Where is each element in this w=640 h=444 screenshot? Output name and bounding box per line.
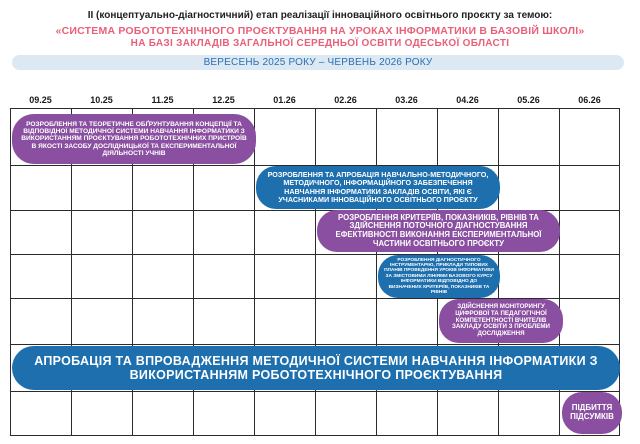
task-bar-diagnostic-tools: РОЗРОБЛЕННЯ ДІАГНОСТИЧНОГО ІНСТРУМЕНТАРІЮ, ПРИКЛАДИ ТИПОВИХ ПЛАНІВ ПРОВЕДЕННЯ УРОКІВ ІНФОРМАТИКИ ЗА ЗМІСТОВИМИ ЛІНІЯМИ БАЗОВОГО КУРСУ ІНФОРМАТИКИ ВІДПОВІДНО ДО ВИЗНАЧЕНИХ КРИТЕРІЇВ, ПОКАЗНИКІВ ТА РІВНІВ (378, 255, 500, 298)
month-label-5: 01.26 (273, 95, 296, 105)
project-subtitle: НА БАЗІ ЗАКЛАДІВ ЗАГАЛЬНОЇ СЕРЕДНЬОЇ ОСВІТИ ОДЕСЬКОЇ ОБЛАСТІ (130, 38, 510, 49)
month-label-6: 02.26 (334, 95, 357, 105)
month-label-8: 04.26 (456, 95, 479, 105)
month-label-10: 06.26 (578, 95, 601, 105)
grid-row-divider (10, 391, 620, 392)
stage-heading: ІІ (концептуально-діагностичний) етап реалізації інноваційного освітнього проєкту за темою: (87, 10, 553, 21)
month-label-2: 10.25 (90, 95, 113, 105)
month-label-7: 03.26 (395, 95, 418, 105)
month-label-9: 05.26 (517, 95, 540, 105)
task-bar-summary: ПІДБИТТЯ ПІДСУМКІВ (562, 392, 622, 434)
grid-row-divider (10, 254, 620, 255)
month-label-1: 09.25 (29, 95, 52, 105)
month-label-3: 11.25 (151, 95, 174, 105)
task-bar-criteria-diagnostics: РОЗРОБЛЕННЯ КРИТЕРІЇВ, ПОКАЗНИКІВ, РІВНІВ ТА ЗДІЙСНЕННЯ ПОТОЧНОГО ДІАГНОСТУВАННЯ ЕФЕКТИВНОСТІ ВИКОНАННЯ ЕКСПЕРИМЕНТАЛЬНОЇ ЧАСТИНИ ОСВІТНЬОГО ПРОЄКТУ (317, 210, 560, 252)
task-bar-competence-monitoring: ЗДІЙСНЕННЯ МОНІТОРИНГУ ЦИФРОВОЇ ТА ПЕДАГОГІЧНОЇ КОМПЕТЕНТНОСТІ ВЧИТЕЛІВ ЗАКЛАДУ ОСВІТИ З ПРОБЛЕМИ ДОСЛІДЖЕННЯ (439, 299, 563, 343)
project-title: «СИСТЕМА РОБОТОТЕХНІЧНОГО ПРОЄКТУВАННЯ НА УРОКАХ ІНФОРМАТИКИ В БАЗОВІЙ ШКОЛІ» (55, 25, 585, 37)
grid-row-divider (10, 344, 620, 345)
task-bar-concept-development: РОЗРОБЛЕННЯ ТА ТЕОРЕТИЧНЕ ОБҐРУНТУВАННЯ КОНЦЕПЦІЇ ТА ВІДПОВІДНОЇ МЕТОДИЧНОЇ СИСТЕМИ НАВЧАННЯ ІНФОРМАТИКИ З ВИКОРИСТАННЯМ ПРОЄКТУВАННЯ РОБОТОТЕХНІЧНИХ ПРИСТРОЇВ В ЯКОСТІ ЗАСОБУ ДОСЛІДНИЦЬКОЇ ТА ЕКСПЕРИМЕНТАЛЬНОЇ ДІЯЛЬНОСТІ УЧНІВ (12, 114, 256, 164)
task-bar-approbation-implementation: АПРОБАЦІЯ ТА ВПРОВАДЖЕННЯ МЕТОДИЧНОЇ СИСТЕМИ НАВЧАННЯ ІНФОРМАТИКИ З ВИКОРИСТАННЯМ РОБОТОТЕХНІЧНОГО ПРОЄКТУВАННЯ (12, 346, 620, 390)
period-banner: ВЕРЕСЕНЬ 2025 РОКУ – ЧЕРВЕНЬ 2026 РОКУ (12, 55, 624, 70)
task-bar-methodological-support: РОЗРОБЛЕННЯ ТА АПРОБАЦІЯ НАВЧАЛЬНО-МЕТОДИЧНОГО, МЕТОДИЧНОГО, ІНФОРМАЦІЙНОГО ЗАБЕЗПЕЧЕННЯ НАВЧАННЯ ІНФОРМАТИКИ ЗАКЛАДІВ ОСВІТИ, ЯКІ Є УЧАСНИКАМИ ІННОВАЦІЙНОГО ОСВІТНЬОГО ПРОЄКТУ (256, 166, 500, 209)
month-label-4: 12.25 (212, 95, 235, 105)
